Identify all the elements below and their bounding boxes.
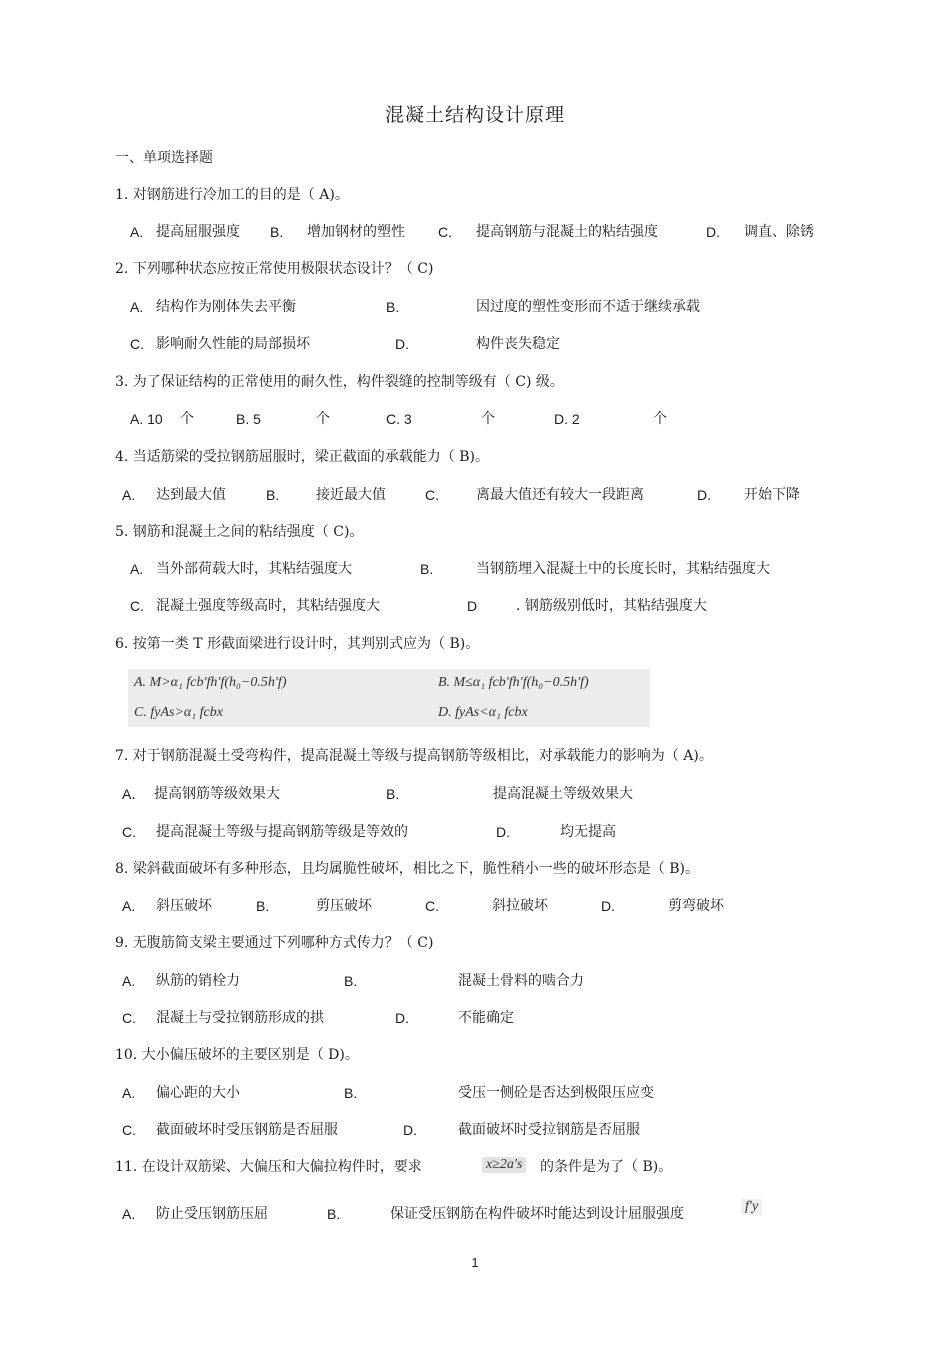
- option-letter: D.: [697, 487, 711, 503]
- option-text: 斜压破坏: [156, 898, 212, 914]
- option-text: 混凝土与受拉钢筋形成的拱: [156, 1010, 324, 1026]
- option-letter: B.: [256, 898, 270, 914]
- question-5-stem: 5. 钢筋和混凝土之间的粘结强度（ C)。: [115, 524, 364, 540]
- option-text: 不能确定: [458, 1010, 514, 1026]
- option-letter: C.: [130, 598, 144, 614]
- option-text: 提高钢筋等级效果大: [154, 786, 280, 802]
- option-text: 提高混凝土等级效果大: [493, 786, 633, 802]
- option-text: 受压一侧砼是否达到极限压应变: [458, 1085, 654, 1101]
- option-text: 增加钢材的塑性: [307, 224, 405, 240]
- option-letter: B.: [344, 1085, 358, 1101]
- option-text: 个: [481, 411, 495, 427]
- question-6-stem: 6. 按第一类 T 形截面梁进行设计时，其判别式应为（ B)。: [115, 636, 480, 652]
- option-text: 截面破坏时受压钢筋是否屈服: [156, 1122, 338, 1138]
- option-letter: D.: [395, 1010, 409, 1026]
- question-6-formula-image: [128, 669, 650, 727]
- option-text: 当钢筋埋入混凝土中的长度长时，其粘结强度大: [476, 561, 770, 577]
- question-3-stem: 3. 为了保证结构的正常使用的耐久性，构件裂缝的控制等级有（ C) 级。: [115, 374, 564, 390]
- option-text: 提高混凝土等级与提高钢筋等级是等效的: [156, 824, 408, 840]
- option-text: 个: [316, 411, 330, 427]
- option-letter: B.: [270, 224, 284, 240]
- question-1-stem: 1. 对钢筋进行冷加工的目的是（ A)。: [115, 187, 349, 203]
- option-letter: C.: [425, 898, 439, 914]
- option-letter: D.: [403, 1122, 417, 1138]
- option-letter: D.: [706, 224, 720, 240]
- formula-option-a: A. M>α₁ fcb′fh′f(h₀−0.5h′f): [134, 675, 287, 690]
- option-letter: C.: [425, 487, 439, 503]
- option-text: 提高钢筋与混凝土的粘结强度: [476, 224, 658, 240]
- option-text: 均无提高: [560, 824, 616, 840]
- option-letter: B.: [344, 973, 358, 989]
- formula-option-c: C. fyAs>α₁ fcbx: [134, 705, 223, 720]
- option-letter: C.: [122, 1122, 136, 1138]
- option-text: D. 2: [554, 411, 580, 427]
- option-letter: C.: [122, 824, 136, 840]
- option-letter: A.: [122, 1206, 136, 1222]
- option-text: 当外部荷载大时，其粘结强度大: [156, 561, 352, 577]
- question-9-stem: 9. 无腹筋简支梁主要通过下列哪种方式传力？（ C): [115, 935, 434, 951]
- option-letter: A.: [130, 224, 144, 240]
- formula-option-b: B. M≤α₁ fcb′fh′f(h₀−0.5h′f): [438, 675, 589, 690]
- option-letter: D.: [395, 336, 409, 352]
- option-letter: D: [467, 598, 478, 614]
- option-text: 接近最大值: [316, 487, 386, 503]
- option-text: 截面破坏时受拉钢筋是否屈服: [458, 1122, 640, 1138]
- option-letter: A.: [122, 973, 136, 989]
- option-text: 结构作为刚体失去平衡: [156, 299, 296, 315]
- option-letter: A.: [122, 898, 136, 914]
- option-text: 达到最大值: [156, 487, 226, 503]
- page-title: 混凝土结构设计原理: [384, 104, 565, 126]
- option-text: B. 5: [236, 411, 261, 427]
- option-letter: C.: [438, 224, 452, 240]
- option-text: 剪压破坏: [316, 898, 372, 914]
- option-letter: D.: [601, 898, 615, 914]
- option-text: . 钢筋级别低时，其粘结强度大: [516, 598, 707, 614]
- option-letter: A.: [130, 299, 144, 315]
- option-text: 斜拉破坏: [492, 898, 548, 914]
- option-letter: C.: [122, 1010, 136, 1026]
- option-text: 提高屈服强度: [156, 224, 240, 240]
- question-7-stem: 7. 对于钢筋混凝土受弯构件，提高混凝土等级与提高钢筋等级相比，对承载能力的影响为（ A)。: [115, 748, 713, 764]
- option-letter: A.: [130, 561, 144, 577]
- question-11-formula: x≥2a′s: [482, 1157, 526, 1173]
- option-text: 因过度的塑性变形而不适于继续承载: [476, 299, 700, 315]
- option-text: 个: [653, 411, 667, 427]
- option-letter: A．: [122, 786, 146, 802]
- option-text: 影响耐久性能的局部损坏: [156, 336, 310, 352]
- option-text: C. 3: [386, 411, 412, 427]
- option-text: 混凝土强度等级高时，其粘结强度大: [156, 598, 380, 614]
- option-text: 开始下降: [744, 487, 800, 503]
- question-11-stem: 11. 在设计双筋梁、大偏压和大偏拉构件时，要求: [115, 1159, 422, 1175]
- option-text: 防止受压钢筋压屈: [156, 1206, 268, 1222]
- option-letter: B.: [266, 487, 280, 503]
- option-text: 个: [180, 411, 194, 427]
- option-letter: B.: [327, 1206, 341, 1222]
- question-2-stem: 2. 下列哪种状态应按正常使用极限状态设计？（ C): [115, 261, 434, 277]
- section-heading: 一、单项选择题: [115, 150, 213, 166]
- option-text: A. 10: [130, 411, 163, 427]
- question-8-stem: 8. 梁斜截面破坏有多种形态，且均属脆性破坏，相比之下，脆性稍小一些的破坏形态是（ B)。: [115, 861, 700, 877]
- option-text: 调直、除锈: [744, 224, 814, 240]
- option-text: 混凝土骨料的啮合力: [458, 973, 584, 989]
- option-letter: A.: [122, 487, 136, 503]
- option-letter: C.: [130, 336, 144, 352]
- option-letter: B.: [420, 561, 434, 577]
- option-text: 离最大值还有较大一段距离: [476, 487, 644, 503]
- option-text: 纵筋的销栓力: [156, 973, 240, 989]
- question-4-stem: 4. 当适筋梁的受拉钢筋屈服时，梁正截面的承载能力（ B)。: [115, 449, 490, 465]
- option-text: 剪弯破坏: [668, 898, 724, 914]
- option-text: 构件丧失稳定: [476, 336, 560, 352]
- option-letter: D.: [496, 824, 510, 840]
- option-letter: A.: [122, 1085, 136, 1101]
- option-letter: B.: [386, 299, 400, 315]
- page-number: 1: [471, 1255, 479, 1270]
- option-text: 保证受压钢筋在构件破坏时能达到设计屈服强度: [390, 1206, 684, 1222]
- fy-formula-image: f′y: [741, 1199, 762, 1215]
- question-10-stem: 10. 大小偏压破坏的主要区别是（ D)。: [115, 1047, 359, 1063]
- question-11-stem-end: 的条件是为了（ B)。: [540, 1159, 673, 1175]
- option-letter: B.: [386, 786, 400, 802]
- formula-option-d: D. fyAs<α₁ fcbx: [438, 705, 528, 720]
- option-text: 偏心距的大小: [156, 1085, 240, 1101]
